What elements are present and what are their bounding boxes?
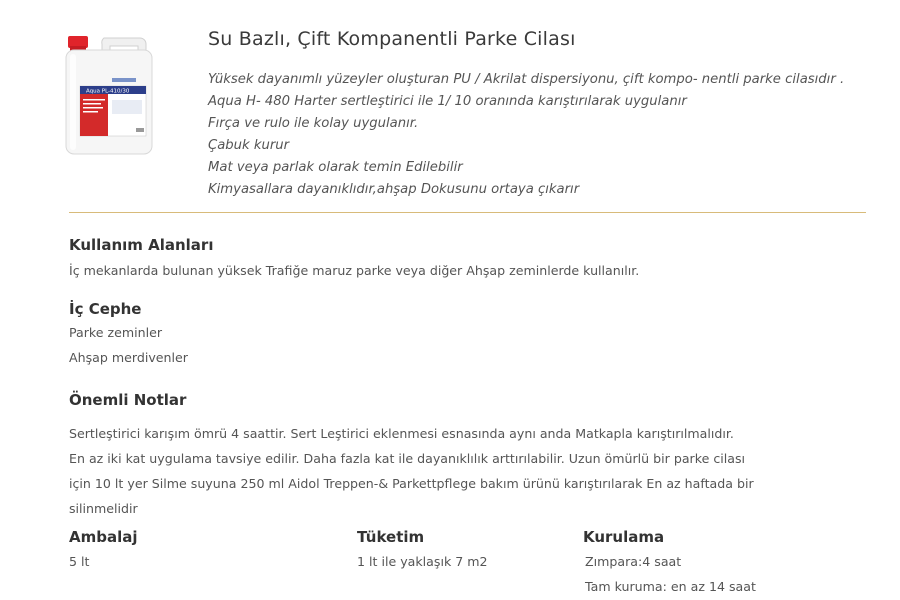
feature-item: Aqua H- 480 Harter sertleştirici ile 1/ 10 oranında karıştırılarak uygulanır xyxy=(208,94,687,109)
notes-line: En az iki kat uygulama tavsiye edilir. Daha fazla kat ile dayanıklılık arttırılabilir. Uzun ömürlü bir parke cilası xyxy=(69,451,746,466)
feature-item: Çabuk kurur xyxy=(208,138,290,153)
notes-line: silinmelidir xyxy=(69,501,138,516)
drying-item: Zımpara:4 saat xyxy=(585,554,682,569)
usage-text: İç mekanlarda bulunan yüksek Trafiğe maruz parke veya diğer Ahşap zeminlerde kullanılır. xyxy=(69,263,640,278)
feature-item: Fırça ve rulo ile kolay uygulanır. xyxy=(208,116,419,131)
feature-item: Yüksek dayanımlı yüzeyler oluşturan PU / Akrilat dispersiyonu, çift kompo- nentli parke cilasıdır . xyxy=(208,72,845,87)
product-title: Su Bazlı, Çift Kompanentli Parke Cilası xyxy=(208,28,576,50)
notes-heading: Önemli Notlar xyxy=(69,391,187,409)
interior-item: Ahşap merdivenler xyxy=(69,350,188,365)
product-canister-image xyxy=(64,34,154,156)
packaging-value: 5 lt xyxy=(69,554,90,569)
consumption-heading: Tüketim xyxy=(357,528,425,546)
notes-line: için 10 lt yer Silme suyuna 250 ml Aidol Treppen-& Parkettpflege bakım ürünü karıştırılarak En az haftada bir xyxy=(69,476,754,491)
usage-heading: Kullanım Alanları xyxy=(69,236,214,254)
canister-label-text: Aqua PL-410/30 xyxy=(86,88,130,95)
feature-list xyxy=(208,69,844,201)
packaging-heading: Ambalaj xyxy=(69,528,138,546)
feature-item: Kimyasallara dayanıklıdır,ahşap Dokusunu ortaya çıkarır xyxy=(208,182,580,197)
feature-item: Mat veya parlak olarak temin Edilebilir xyxy=(208,160,463,175)
interior-item: Parke zeminler xyxy=(69,325,163,340)
consumption-value: 1 lt ile yaklaşık 7 m2 xyxy=(357,554,488,569)
drying-item: Tam kuruma: en az 14 saat xyxy=(585,579,756,594)
section-divider xyxy=(69,212,866,213)
notes-line: Sertleştirici karışım ömrü 4 saattir. Sert Leştirici eklenmesi esnasında aynı anda Matkapla karıştırılmalıdır. xyxy=(69,426,734,441)
interior-heading: İç Cephe xyxy=(69,300,142,318)
drying-heading: Kurulama xyxy=(583,528,665,546)
